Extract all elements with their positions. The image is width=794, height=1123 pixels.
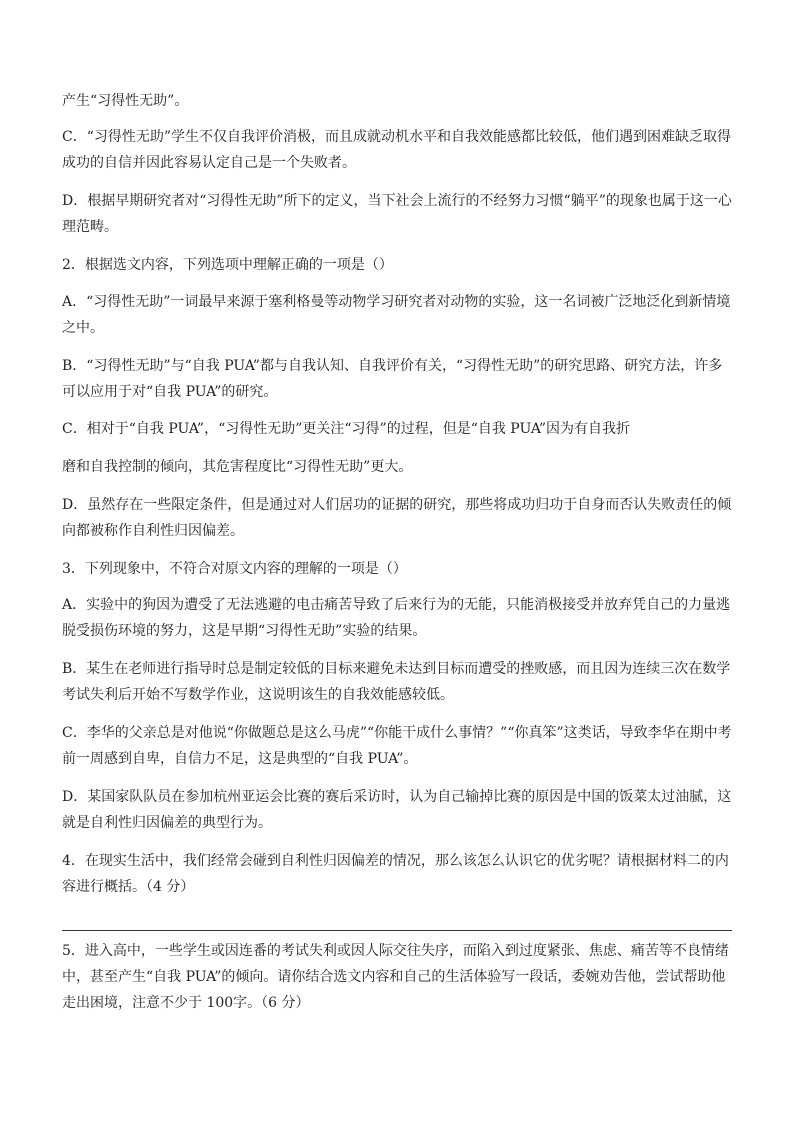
document-page <box>62 0 732 1123</box>
q1-option-d: D．根据早期研究者对“习得性无助”所下的定义，当下社会上流行的不经努力习惯“躺平”的现象也属于这一心理范畴。 <box>62 193 732 235</box>
q3-option-d: D．某国家队队员在参加杭州亚运会比赛的赛后采访时，认为自己输掉比赛的原因是中国的饭菜太过油腻，这就是自利性归因偏差的典型行为。 <box>62 789 732 831</box>
q3-option-c: C．李华的父亲总是对他说“你做题总是这么马虎”“你能干成什么事情？”“你真笨”这类话，导致李华在期中考前一周感到自卑，自信力不足，这是典型的“自我 PUA”。 <box>62 725 732 767</box>
q2-option-d: D．虽然存在一些限定条件，但是通过对人们居功的证据的研究，那些将成功归功于自身而否认失败责任的倾向都被称作自利性归因偏差。 <box>62 497 732 539</box>
q2-option-c-line2: 磨和自我控制的倾向，其危害程度比“习得性无助”更大。 <box>62 459 413 475</box>
q3-option-b: B．某生在老师进行指导时总是制定较低的目标来避免未达到目标而遭受的挫败感，而且因为连续三次在数学考试失利后开始不写数学作业，这说明该生的自我效能感较低。 <box>62 661 731 703</box>
paragraph-continuation: 产生“习得性无助”。 <box>62 93 189 109</box>
question-4: 4．在现实生活中，我们经常会碰到自利性归因偏差的情况，那么该怎么认识它的优劣呢？请根据材料二的内容进行概括。（4 分） <box>62 853 729 895</box>
section-divider <box>62 930 732 931</box>
q2-option-a: A．“习得性无助”一词最早来源于塞利格曼等动物学习研究者对动物的实验，这一名词被广泛地泛化到新情境之中。 <box>62 294 731 336</box>
q1-option-c: C．“习得性无助”学生不仅自我评价消极，而且成就动机水平和自我效能感都比较低，他们遇到困难缺乏取得成功的自信并因此容易认定自己是一个失败者。 <box>62 129 732 171</box>
q3-option-a: A．实验中的狗因为遭受了无法逃避的电击痛苦导致了后来行为的无能，只能消极接受并放弃凭自己的力量逃脱受损伤环境的努力，这是早期“习得性无助”实验的结果。 <box>62 597 731 639</box>
question-2-stem: 2．根据选文内容，下列选项中理解正确的一项是（） <box>62 257 393 273</box>
q2-option-b: B．“习得性无助”与“自我 PUA”都与自我认知、自我评价有关，“习得性无助”的研究思路、研究方法，许多可以应用于对“自我 PUA”的研究。 <box>62 358 723 400</box>
q2-option-c-line1: C．相对于“自我 PUA”，“习得性无助”更关注“习得”的过程，但是“自我 PUA”因为有自我折 <box>62 421 631 437</box>
question-5: 5．进入高中，一些学生或因连番的考试失利或因人际交往失序，而陷入到过度紧张、焦虑、痛苦等不良情绪中，甚至产生“自我 PUA”的倾向。请你结合选文内容和自己的生活体验写一段话，委婉劝告他，尝试帮助他走出困境，注意不少于 100字。（6 分） <box>62 943 729 1011</box>
question-3-stem: 3．下列现象中，不符合对原文内容的理解的一项是（） <box>62 561 407 577</box>
